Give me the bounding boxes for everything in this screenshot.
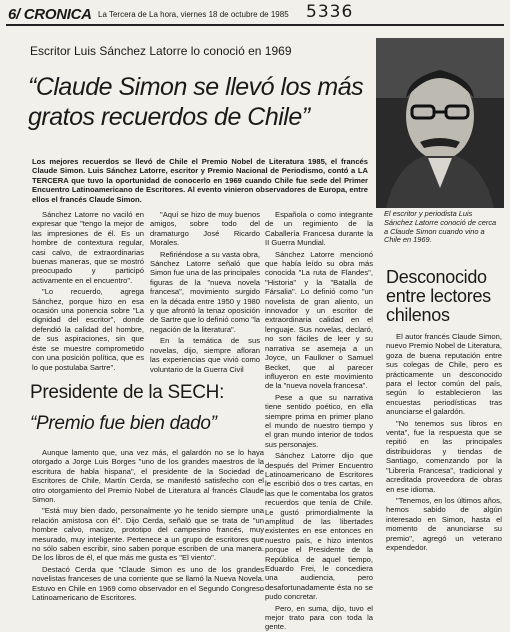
article-column-3 <box>265 210 373 632</box>
paragraph: Pese a que su narrativa tiene sentido poético, en ella siempre prima en primer plano el mundo de nuestro tiempo y el gran mundo interior de todos sus personajes. <box>265 392 373 449</box>
second-article-quote: “Premio fue bien dado” <box>30 413 217 434</box>
paragraph: Sánchez Latorre no vaciló en expresar que "tengo la mejor de las impresiones de él. Es un hombre de contextura regular, casi calvo, de extraordinarias buenas maneras, que se mostró preocupado y participó activamente en el encuentro". <box>32 210 144 285</box>
handwritten-number: 5336 <box>306 2 354 22</box>
photo-caption: El escritor y periodista Luis Sánchez Latorre conoció de cerca a Claude Simon cuando vino a Chile en 1969. <box>384 209 497 245</box>
header-rule <box>6 24 504 26</box>
paragraph: Española o como integrante de un regimiento de la Caballería Francesa durante la II Guerra Mundial. <box>265 210 373 248</box>
paragraph: "Está muy bien dado, personalmente yo he tenido siempre una relación amistosa con él". Dijo Cerda, señaló que se trata de "un hombre calvo, macizo, prototipo del campesino francés, muy mesurado, muy inteligente. Pertenece a un grupo de escritores que no sólo saben escribir, sino saben porque escriben de una manera. De los libros de él, el que más me gusta es "El viento". <box>32 506 264 563</box>
article-kicker: Escritor Luis Sánchez Latorre lo conoció en 1969 <box>30 44 292 58</box>
paragraph: Sánchez Latorre mencionó que había leído su obra más conocida "La ruta de Flandes", "Historia" y la "Batalla de Fársalia". Lo definió como "un novelista de gran aliento, un innovador y un escritor de extraordinaria calidad en el lenguaje. Sus novelas, declaró, no son fáciles de leer y su narrativa se asemeja a un Joyce, un Faulkner o Samuel Becket, que al parecer influyeron en este movimiento de la "nueva novela francesa". <box>265 249 373 391</box>
paragraph: "Lo recuerdo, agrega Sánchez, porque hizo en esa ocasión una ponencia sobre "La dignidad del escritor", donde defendió la calidad del hombre, de sus aspiraciones, sin que éste se muestre comprometido con una posición política, que es lo que postulaba Sartre". <box>32 287 144 372</box>
paragraph: Aunque lamento que, una vez más, el galardón no se lo haya otorgado a Jorge Luis Borges "uno de los grandes maestros de la escritura de habla hispana", el presidente de la Sociedad de Escritores de Chile, Martín Cerda, se manifestó satisfecho con el otro otorgamiento del Premio Nobel de Literatura al francés Claude Simon. <box>32 448 264 505</box>
paragraph: Sánchez Latorre dijo que después del Primer Encuentro Latinoamericano de Escritores le escribió dos o tres cartas, en las que le comentaba los gratos recuerdos que tenía de Chile. Le gustó primordialmente la amplitud de las libertades existentes en ese entonces en nuestro país, e hizo intentos porque el Presidente de la República de aquel tiempo, Eduardo Frei, le concediera una audiencia, pero desafortunadamente ésta no se pudo concretar. <box>265 451 373 602</box>
paragraph: "Tenemos, en los últimos años, hemos sabido de algún interesado en Simon, hasta el momento de anunciarse su premio", agregó un veterano expendedor. <box>386 495 502 552</box>
paragraph: "No tenemos sus libros en venta", fue la respuesta que se repitió en las principales distribuidoras y tiendas de Santiago, comenzando por la "Librería Francesa", tradicional y acreditada proveedora de obras en ese idioma. <box>386 418 502 494</box>
author-photo <box>376 38 504 208</box>
sidebar-body <box>386 332 502 600</box>
paragraph: Refiriéndose a su vasta obra, Sánchez Latorre señaló que Simon fue una de las principales figuras de la "nueva novela francesa", movimiento surgido en la década entre 1950 y 1980 y que afrontó la tenaz oposición de Sartre que lo definió como "la negación de la literatura". <box>150 249 260 334</box>
article-column-2 <box>150 210 260 375</box>
paragraph: El autor francés Claude Simon, nuevo Premio Nobel de Literatura, goza de buena reputación entre sus colegas de Chile, pero es prácticamente un desconocido para el lector común del país, según lo establecieron las encuestas periodísticas tras anunciarse el galardón. <box>386 332 502 417</box>
section-label: 6/ CRONICA <box>8 6 92 23</box>
article-column-1 <box>32 210 144 375</box>
article-headline: “Claude Simon se llevó los más gratos recuerdos de Chile” <box>28 73 364 131</box>
second-article-body <box>32 448 264 603</box>
paragraph: En la temática de sus novelas, dijo, siempre afloran las experiencias que vivió como voluntario de la Guerra Civil <box>150 336 260 374</box>
sidebar-headline: Desconocido entre lectores chilenos <box>386 267 491 325</box>
paragraph: Pero, en suma, dijo, tuvo el mejor trato para con toda la gente. <box>265 603 373 632</box>
paragraph: Destacó Cerda que "Claude Simon es uno de los grandes novelistas franceses de una corriente que se llamó la Nueva Novela. Estuvo en Chile en 1969 como observador en el Segundo Congreso Latinoamericano de Escritores. <box>32 564 264 603</box>
article-lead: Los mejores recuerdos se llevó de Chile el Premio Nobel de Literatura 1985, el francés Claude Simon. Luis Sánchez Latorre, escritor y Premio Nacional de Periodismo, contó a LA TERCERA que tuvo la oportunidad de conocerlo en 1969 cuando Chile fue sede del Primer Encuentro Latinoamericano de Escritores. Al evento vinieron observadores de Europa, entre ellos el francés Claude Simon. <box>32 157 368 204</box>
newspaper-dateline: La Tercera de La hora, viernes 18 de octubre de 1985 <box>98 10 289 19</box>
paragraph: "Aquí se hizo de muy buenos amigos, sobre todo del dramaturgo José Ricardo Morales. <box>150 210 260 248</box>
second-article-title: Presidente de la SECH: <box>30 382 225 403</box>
portrait-image <box>376 38 504 208</box>
